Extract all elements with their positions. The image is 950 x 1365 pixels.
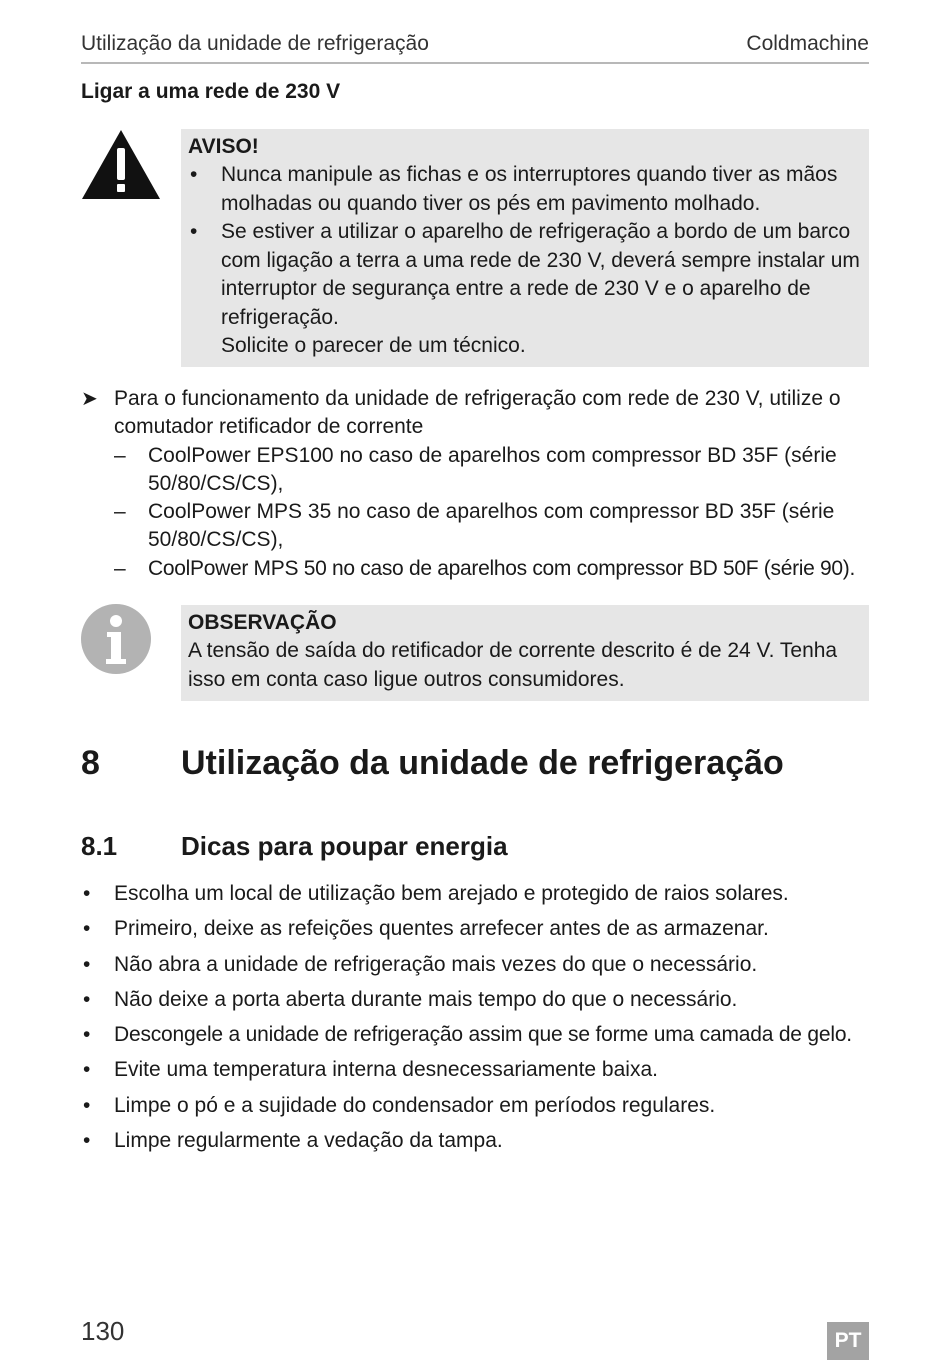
rectifier-list — [114, 442, 871, 583]
rectifier-item: – CoolPower MPS 50 no caso de aparelhos com compressor BD 50F (série 90). — [114, 556, 856, 580]
info-icon — [81, 604, 151, 674]
warning-title: AVISO! — [188, 135, 259, 158]
note-box — [181, 605, 869, 701]
list-item: • Escolha um local de utilização bem arejado e protegido de raios solares. — [83, 882, 789, 905]
warning-list — [188, 161, 861, 361]
list-item: • Descongele a unidade de refrigeração assim que se forme uma camada de gelo. — [83, 1023, 852, 1047]
rectifier-item: – CoolPower EPS100 no caso de aparelhos com compressor BD 35F (série 50/80/CS/CS), — [114, 443, 837, 495]
section-title: Dicas para poupar energia — [181, 831, 508, 861]
note-title: OBSERVAÇÃO — [188, 611, 337, 634]
warning-item-text: Nunca manipule as fichas e os interruptores quando tiver as mãos molhadas ou quando tiver os pés em pavimento molhado. — [221, 163, 838, 215]
warning-item-text: Se estiver a utilizar o aparelho de refrigeração a bordo de um barco com ligação a terra a uma rede de 230 V, deverá sempre instalar um interruptor de segurança entre a rede de 230 V e o aparelho de refrigeração. — [221, 220, 860, 329]
list-item: • Limpe regularmente a vedação da tampa. — [83, 1129, 503, 1153]
list-item: • Limpe o pó e a sujidade do condensador em períodos regulares. — [83, 1093, 716, 1117]
list-item: • Primeiro, deixe as refeições quentes arrefecer antes de as armazenar. — [83, 917, 769, 941]
energy-tips-list — [81, 876, 871, 1158]
list-item: • Não deixe a porta aberta durante mais tempo do que o necessário. — [83, 987, 738, 1011]
bullet: • — [190, 163, 198, 186]
chapter-number: 8 — [81, 744, 100, 782]
list-item: • Não abra a unidade de refrigeração mais vezes do que o necessário. — [83, 952, 758, 976]
sub-heading: Ligar a uma rede de 230 V — [81, 80, 341, 103]
warning-triangle-icon — [81, 128, 161, 200]
chapter-title: Utilização da unidade de refrigeração — [181, 744, 784, 782]
action-step — [81, 385, 871, 583]
warning-item — [188, 218, 861, 361]
rectifier-item-text: CoolPower EPS100 no caso de aparelhos com compressor BD 35F (série 50/80/CS/CS), — [148, 443, 837, 495]
action-arrow-icon: ➤ — [81, 388, 98, 410]
warning-extra-text: Solicite o parecer de um técnico. — [221, 334, 526, 357]
rectifier-item-text: CoolPower MPS 35 no caso de aparelhos com compressor BD 35F (série 50/80/CS/CS), — [148, 500, 835, 552]
language-badge: PT — [827, 1322, 869, 1360]
warning-item — [188, 161, 861, 218]
rectifier-item-text: CoolPower MPS 50 no caso de aparelhos com compressor BD 50F (série 90). — [148, 556, 856, 580]
warning-box — [181, 129, 869, 367]
bullet: • — [190, 220, 198, 243]
page-header — [81, 30, 869, 64]
header-chapter-title: Utilização da unidade de refrigeração — [81, 32, 429, 55]
header-product-name: Coldmachine — [746, 32, 869, 55]
note-text: A tensão de saída do retificador de corrente descrito é de 24 V. Tenha isso em conta caso ligue outros consumidores. — [188, 639, 838, 691]
action-text: Para o funcionamento da unidade de refrigeração com rede de 230 V, utilize o comutador retificador de corrente — [114, 387, 841, 439]
page-number: 130 — [81, 1316, 125, 1346]
section-number: 8.1 — [81, 831, 118, 861]
rectifier-item: – CoolPower MPS 35 no caso de aparelhos com compressor BD 35F (série 50/80/CS/CS), — [114, 500, 835, 552]
list-item: • Evite uma temperatura interna desnecessariamente baixa. — [83, 1058, 658, 1082]
